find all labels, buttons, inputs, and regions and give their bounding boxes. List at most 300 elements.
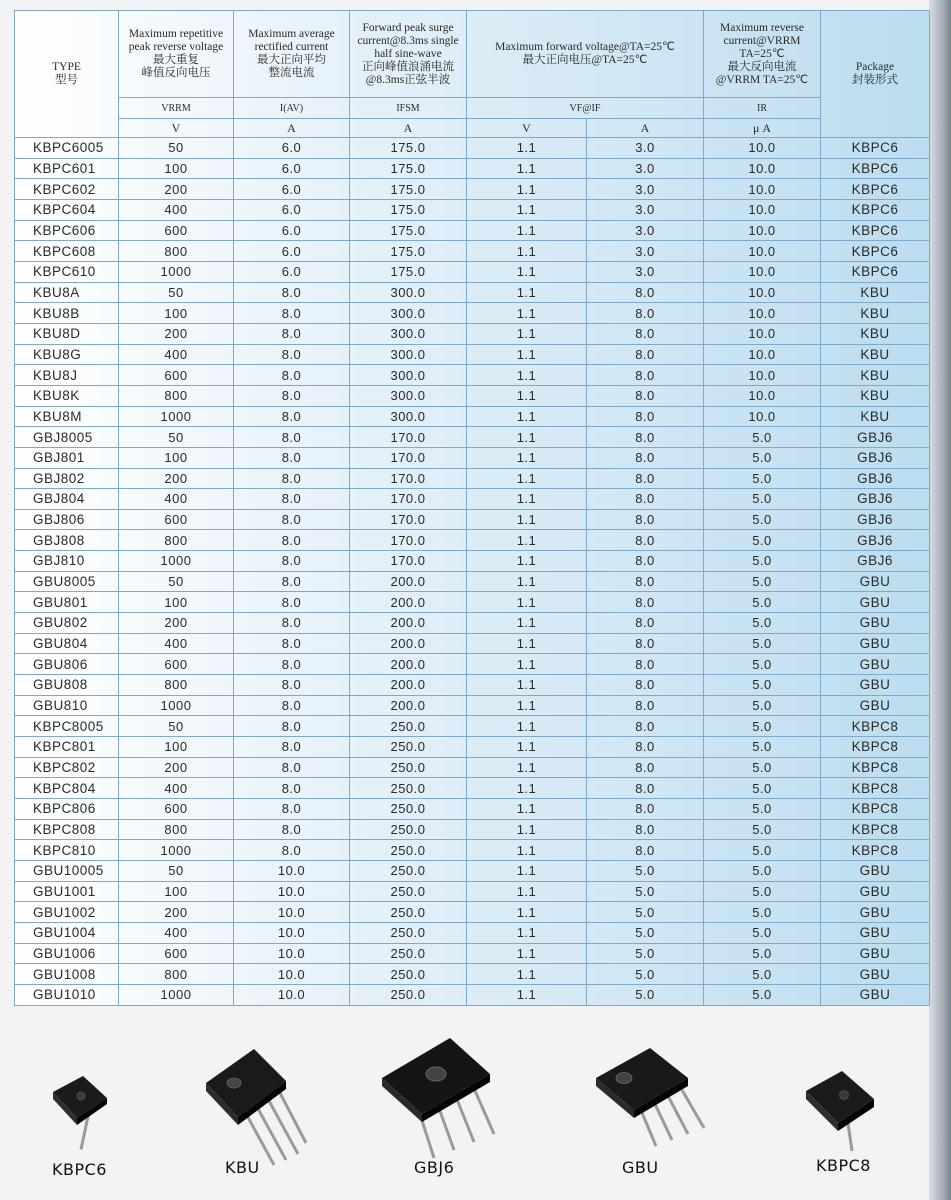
cell-vf: 1.1	[467, 365, 587, 386]
cell-vrrm: 600	[119, 365, 234, 386]
cell-type: GBU802	[15, 613, 119, 634]
kbpc6-package-image	[45, 1070, 115, 1155]
cell-if: 8.0	[587, 778, 704, 799]
cell-ir: 10.0	[704, 158, 821, 179]
cell-package: KBPC6	[821, 138, 930, 159]
cell-type: GBU10005	[15, 860, 119, 881]
cell-ir: 5.0	[704, 447, 821, 468]
cell-ifsm: 250.0	[350, 964, 467, 985]
table-row	[15, 323, 930, 344]
cell-vf: 1.1	[467, 613, 587, 634]
cell-package: GBU	[821, 613, 930, 634]
cell-ifsm: 200.0	[350, 592, 467, 613]
cell-vrrm: 100	[119, 881, 234, 902]
cell-vf: 1.1	[467, 551, 587, 572]
cell-iav: 6.0	[234, 220, 350, 241]
header-type-cn: 型号	[55, 74, 78, 86]
cell-ir: 10.0	[704, 199, 821, 220]
cell-if: 8.0	[587, 695, 704, 716]
cell-vf: 1.1	[467, 860, 587, 881]
cell-if: 5.0	[587, 860, 704, 881]
cell-if: 8.0	[587, 592, 704, 613]
cell-iav: 8.0	[234, 406, 350, 427]
cell-vf: 1.1	[467, 984, 587, 1005]
header-ir-line: TA=25℃	[739, 47, 785, 60]
table-row	[15, 943, 930, 964]
cell-vrrm: 100	[119, 737, 234, 758]
cell-ir: 5.0	[704, 819, 821, 840]
table-row	[15, 385, 930, 406]
cell-ifsm: 175.0	[350, 261, 467, 282]
table-row	[15, 158, 930, 179]
cell-vrrm: 600	[119, 509, 234, 530]
cell-vf: 1.1	[467, 468, 587, 489]
cell-if: 8.0	[587, 303, 704, 324]
cell-package: GBU	[821, 881, 930, 902]
cell-type: KBU8M	[15, 406, 119, 427]
cell-iav: 8.0	[234, 799, 350, 820]
package-photos	[0, 1020, 929, 1200]
cell-ifsm: 250.0	[350, 840, 467, 861]
cell-vf: 1.1	[467, 633, 587, 654]
table-row	[15, 489, 930, 510]
cell-vf: 1.1	[467, 282, 587, 303]
cell-type: GBU1008	[15, 964, 119, 985]
cell-if: 8.0	[587, 654, 704, 675]
cell-vrrm: 100	[119, 592, 234, 613]
cell-if: 5.0	[587, 943, 704, 964]
cell-package: GBJ6	[821, 530, 930, 551]
cell-type: GBJ804	[15, 489, 119, 510]
cell-ir: 5.0	[704, 840, 821, 861]
cell-if: 8.0	[587, 737, 704, 758]
cell-ir: 10.0	[704, 344, 821, 365]
header-iav	[234, 11, 350, 98]
cell-if: 3.0	[587, 241, 704, 262]
cell-vf: 1.1	[467, 737, 587, 758]
header-type-en: TYPE	[52, 61, 81, 73]
cell-vrrm: 50	[119, 716, 234, 737]
cell-type: KBPC808	[15, 819, 119, 840]
cell-ir: 5.0	[704, 530, 821, 551]
cell-vrrm: 200	[119, 323, 234, 344]
cell-vf: 1.1	[467, 427, 587, 448]
cell-if: 8.0	[587, 675, 704, 696]
cell-ir: 5.0	[704, 695, 821, 716]
cell-package: KBPC6	[821, 199, 930, 220]
cell-vrrm: 200	[119, 902, 234, 923]
cell-vf: 1.1	[467, 179, 587, 200]
cell-iav: 8.0	[234, 778, 350, 799]
cell-ifsm: 300.0	[350, 323, 467, 344]
cell-ifsm: 170.0	[350, 530, 467, 551]
cell-if: 8.0	[587, 282, 704, 303]
cell-vf: 1.1	[467, 303, 587, 324]
cell-type: GBJ806	[15, 509, 119, 530]
cell-iav: 6.0	[234, 138, 350, 159]
table-row	[15, 716, 930, 737]
cell-ifsm: 200.0	[350, 613, 467, 634]
cell-iav: 8.0	[234, 282, 350, 303]
table-row	[15, 220, 930, 241]
cell-type: KBU8J	[15, 365, 119, 386]
cell-iav: 8.0	[234, 840, 350, 861]
cell-package: GBU	[821, 860, 930, 881]
cell-vrrm: 600	[119, 220, 234, 241]
cell-vrrm: 800	[119, 530, 234, 551]
cell-iav: 10.0	[234, 860, 350, 881]
table-row	[15, 819, 930, 840]
header-type	[15, 11, 119, 138]
cell-vf: 1.1	[467, 385, 587, 406]
cell-iav: 8.0	[234, 365, 350, 386]
symbol-iav: I(AV)	[234, 98, 350, 119]
cell-ifsm: 300.0	[350, 385, 467, 406]
table-body	[15, 138, 930, 1006]
cell-type: KBPC602	[15, 179, 119, 200]
cell-if: 5.0	[587, 922, 704, 943]
cell-vf: 1.1	[467, 241, 587, 262]
cell-iav: 8.0	[234, 613, 350, 634]
cell-if: 3.0	[587, 158, 704, 179]
cell-ifsm: 200.0	[350, 633, 467, 654]
cell-ifsm: 175.0	[350, 138, 467, 159]
cell-vf: 1.1	[467, 489, 587, 510]
cell-iav: 6.0	[234, 179, 350, 200]
cell-iav: 8.0	[234, 468, 350, 489]
cell-if: 3.0	[587, 220, 704, 241]
cell-type: GBU806	[15, 654, 119, 675]
cell-iav: 8.0	[234, 675, 350, 696]
table-row	[15, 860, 930, 881]
unit-vrrm: V	[119, 119, 234, 138]
cell-vf: 1.1	[467, 447, 587, 468]
cell-ir: 10.0	[704, 303, 821, 324]
cell-package: KBU	[821, 406, 930, 427]
cell-vf: 1.1	[467, 902, 587, 923]
cell-ifsm: 250.0	[350, 943, 467, 964]
cell-ifsm: 170.0	[350, 489, 467, 510]
table-row	[15, 922, 930, 943]
cell-type: GBJ8005	[15, 427, 119, 448]
cell-vrrm: 50	[119, 282, 234, 303]
cell-vrrm: 400	[119, 922, 234, 943]
cell-vrrm: 100	[119, 158, 234, 179]
cell-vf: 1.1	[467, 881, 587, 902]
cell-vf: 1.1	[467, 799, 587, 820]
header-ifsm-line: @8.3ms正弦半波	[365, 73, 451, 86]
cell-iav: 8.0	[234, 303, 350, 324]
table-row	[15, 447, 930, 468]
cell-type: KBU8D	[15, 323, 119, 344]
cell-vf: 1.1	[467, 716, 587, 737]
cell-ifsm: 170.0	[350, 509, 467, 530]
cell-type: GBJ801	[15, 447, 119, 468]
cell-type: KBU8A	[15, 282, 119, 303]
cell-vrrm: 600	[119, 654, 234, 675]
cell-ir: 10.0	[704, 241, 821, 262]
cell-iav: 8.0	[234, 447, 350, 468]
unit-ifsm: A	[350, 119, 467, 138]
cell-ifsm: 200.0	[350, 654, 467, 675]
table-row	[15, 757, 930, 778]
cell-vf: 1.1	[467, 344, 587, 365]
cell-ifsm: 170.0	[350, 427, 467, 448]
cell-package: KBPC6	[821, 261, 930, 282]
cell-iav: 6.0	[234, 199, 350, 220]
package-label-kbpc8: KBPC8	[816, 1156, 871, 1175]
cell-vf: 1.1	[467, 509, 587, 530]
cell-package: GBU	[821, 902, 930, 923]
cell-if: 8.0	[587, 447, 704, 468]
cell-iav: 8.0	[234, 344, 350, 365]
cell-type: GBU808	[15, 675, 119, 696]
cell-ifsm: 300.0	[350, 365, 467, 386]
cell-ir: 5.0	[704, 943, 821, 964]
header-package	[821, 11, 930, 138]
cell-if: 8.0	[587, 633, 704, 654]
cell-ifsm: 250.0	[350, 799, 467, 820]
cell-package: GBU	[821, 633, 930, 654]
cell-iav: 8.0	[234, 757, 350, 778]
cell-if: 8.0	[587, 385, 704, 406]
table-row	[15, 303, 930, 324]
cell-type: KBPC604	[15, 199, 119, 220]
cell-if: 5.0	[587, 902, 704, 923]
table-row	[15, 695, 930, 716]
cell-vrrm: 400	[119, 489, 234, 510]
cell-vrrm: 100	[119, 447, 234, 468]
cell-vrrm: 800	[119, 675, 234, 696]
header-ir-line: current@VRRM	[723, 34, 801, 47]
cell-if: 3.0	[587, 261, 704, 282]
cell-ir: 5.0	[704, 881, 821, 902]
table-row	[15, 199, 930, 220]
cell-type: KBPC804	[15, 778, 119, 799]
cell-iav: 8.0	[234, 716, 350, 737]
table-row	[15, 778, 930, 799]
cell-vrrm: 200	[119, 757, 234, 778]
header-package-cn: 封装形式	[852, 74, 898, 86]
table-row	[15, 675, 930, 696]
cell-type: GBU8005	[15, 571, 119, 592]
cell-vrrm: 1000	[119, 261, 234, 282]
cell-package: GBU	[821, 654, 930, 675]
header-ifsm-line: Forward peak surge	[362, 21, 454, 34]
cell-vrrm: 800	[119, 964, 234, 985]
table-row	[15, 799, 930, 820]
header-ir-line: Maximum reverse	[720, 21, 804, 34]
cell-iav: 10.0	[234, 984, 350, 1005]
cell-vf: 1.1	[467, 840, 587, 861]
cell-ifsm: 250.0	[350, 757, 467, 778]
cell-type: KBU8K	[15, 385, 119, 406]
cell-vf: 1.1	[467, 964, 587, 985]
cell-vf: 1.1	[467, 220, 587, 241]
header-ir-line: 最大反向电流	[727, 60, 797, 73]
cell-type: KBPC806	[15, 799, 119, 820]
cell-vf: 1.1	[467, 158, 587, 179]
cell-vrrm: 50	[119, 427, 234, 448]
cell-vf: 1.1	[467, 406, 587, 427]
cell-type: GBU1006	[15, 943, 119, 964]
symbol-vf: VF@IF	[467, 98, 704, 119]
cell-ir: 5.0	[704, 633, 821, 654]
cell-iav: 8.0	[234, 489, 350, 510]
cell-ir: 5.0	[704, 737, 821, 758]
cell-package: KBPC6	[821, 179, 930, 200]
cell-type: GBU810	[15, 695, 119, 716]
spec-table	[14, 10, 930, 1006]
cell-iav: 10.0	[234, 881, 350, 902]
cell-vf: 1.1	[467, 261, 587, 282]
cell-ir: 5.0	[704, 757, 821, 778]
cell-package: GBJ6	[821, 427, 930, 448]
package-label-kbpc6: KBPC6	[52, 1160, 107, 1179]
cell-ir: 5.0	[704, 716, 821, 737]
table-row	[15, 571, 930, 592]
cell-iav: 6.0	[234, 241, 350, 262]
header-ir-line: @VRRM TA=25℃	[715, 73, 809, 86]
cell-ir: 5.0	[704, 902, 821, 923]
cell-ir: 10.0	[704, 323, 821, 344]
cell-if: 8.0	[587, 365, 704, 386]
cell-type: GBJ802	[15, 468, 119, 489]
cell-type: GBU1010	[15, 984, 119, 1005]
cell-ifsm: 250.0	[350, 778, 467, 799]
cell-vf: 1.1	[467, 778, 587, 799]
cell-vf: 1.1	[467, 654, 587, 675]
cell-type: KBPC810	[15, 840, 119, 861]
cell-ir: 5.0	[704, 778, 821, 799]
table-row	[15, 365, 930, 386]
cell-package: KBPC8	[821, 737, 930, 758]
kbpc8-package-image	[800, 1065, 880, 1155]
header-ir	[704, 11, 821, 98]
cell-vf: 1.1	[467, 530, 587, 551]
cell-ir: 5.0	[704, 860, 821, 881]
cell-ir: 10.0	[704, 179, 821, 200]
cell-vrrm: 600	[119, 943, 234, 964]
cell-ifsm: 175.0	[350, 179, 467, 200]
cell-ir: 10.0	[704, 138, 821, 159]
cell-ifsm: 250.0	[350, 819, 467, 840]
cell-vf: 1.1	[467, 943, 587, 964]
cell-vf: 1.1	[467, 592, 587, 613]
header-vrrm-line: 峰值反向电压	[141, 67, 211, 79]
cell-ifsm: 250.0	[350, 716, 467, 737]
cell-iav: 8.0	[234, 530, 350, 551]
table-row	[15, 881, 930, 902]
cell-vrrm: 400	[119, 344, 234, 365]
cell-ifsm: 175.0	[350, 241, 467, 262]
cell-if: 8.0	[587, 613, 704, 634]
cell-package: GBJ6	[821, 447, 930, 468]
cell-vf: 1.1	[467, 323, 587, 344]
header-ifsm-line: half sine-wave	[374, 47, 442, 60]
cell-ifsm: 175.0	[350, 199, 467, 220]
cell-type: KBU8B	[15, 303, 119, 324]
cell-ir: 5.0	[704, 592, 821, 613]
cell-vrrm: 50	[119, 571, 234, 592]
cell-type: GBJ808	[15, 530, 119, 551]
table-row	[15, 468, 930, 489]
cell-ir: 5.0	[704, 509, 821, 530]
unit-vf: V	[467, 119, 587, 138]
symbol-ifsm: IFSM	[350, 98, 467, 119]
cell-if: 8.0	[587, 819, 704, 840]
cell-if: 8.0	[587, 571, 704, 592]
cell-iav: 8.0	[234, 323, 350, 344]
cell-if: 8.0	[587, 406, 704, 427]
cell-ir: 5.0	[704, 551, 821, 572]
cell-if: 5.0	[587, 881, 704, 902]
cell-ir: 10.0	[704, 220, 821, 241]
cell-package: GBJ6	[821, 551, 930, 572]
cell-type: KBPC608	[15, 241, 119, 262]
cell-type: KBPC802	[15, 757, 119, 778]
table-row	[15, 737, 930, 758]
cell-type: GBJ810	[15, 551, 119, 572]
header-vrrm-line: Maximum repetitive	[128, 28, 224, 40]
cell-vrrm: 400	[119, 778, 234, 799]
cell-iav: 10.0	[234, 922, 350, 943]
cell-package: GBU	[821, 571, 930, 592]
symbol-ir: IR	[704, 98, 821, 119]
cell-package: GBU	[821, 984, 930, 1005]
cell-iav: 10.0	[234, 943, 350, 964]
cell-type: GBU1004	[15, 922, 119, 943]
cell-iav: 8.0	[234, 737, 350, 758]
cell-type: KBPC601	[15, 158, 119, 179]
cell-ifsm: 300.0	[350, 406, 467, 427]
cell-if: 8.0	[587, 530, 704, 551]
table-row	[15, 261, 930, 282]
cell-iav: 8.0	[234, 427, 350, 448]
header-iav-line: 最大正向平均	[257, 54, 326, 66]
cell-vf: 1.1	[467, 675, 587, 696]
cell-ir: 10.0	[704, 282, 821, 303]
cell-ifsm: 250.0	[350, 984, 467, 1005]
cell-vrrm: 400	[119, 633, 234, 654]
cell-vf: 1.1	[467, 922, 587, 943]
cell-ifsm: 250.0	[350, 922, 467, 943]
cell-iav: 6.0	[234, 158, 350, 179]
cell-if: 8.0	[587, 489, 704, 510]
header-ifsm-line: 正向峰值浪涌电流	[362, 60, 454, 73]
header-vrrm-line: 最大重复	[153, 54, 199, 66]
header-ifsm-line: current@8.3ms single	[357, 34, 459, 47]
cell-if: 5.0	[587, 964, 704, 985]
header-vf-line: 最大正向电压@TA=25℃	[522, 54, 648, 66]
table-row	[15, 984, 930, 1005]
cell-ifsm: 300.0	[350, 282, 467, 303]
unit-if: A	[587, 119, 704, 138]
cell-vrrm: 200	[119, 179, 234, 200]
cell-package: KBPC8	[821, 778, 930, 799]
cell-ir: 10.0	[704, 365, 821, 386]
cell-package: KBPC8	[821, 840, 930, 861]
cell-package: KBPC6	[821, 220, 930, 241]
cell-type: GBU801	[15, 592, 119, 613]
cell-ifsm: 200.0	[350, 675, 467, 696]
table-row	[15, 509, 930, 530]
cell-package: KBPC8	[821, 716, 930, 737]
cell-vrrm: 800	[119, 241, 234, 262]
table-row	[15, 964, 930, 985]
cell-vf: 1.1	[467, 199, 587, 220]
header-ifsm	[350, 11, 467, 98]
